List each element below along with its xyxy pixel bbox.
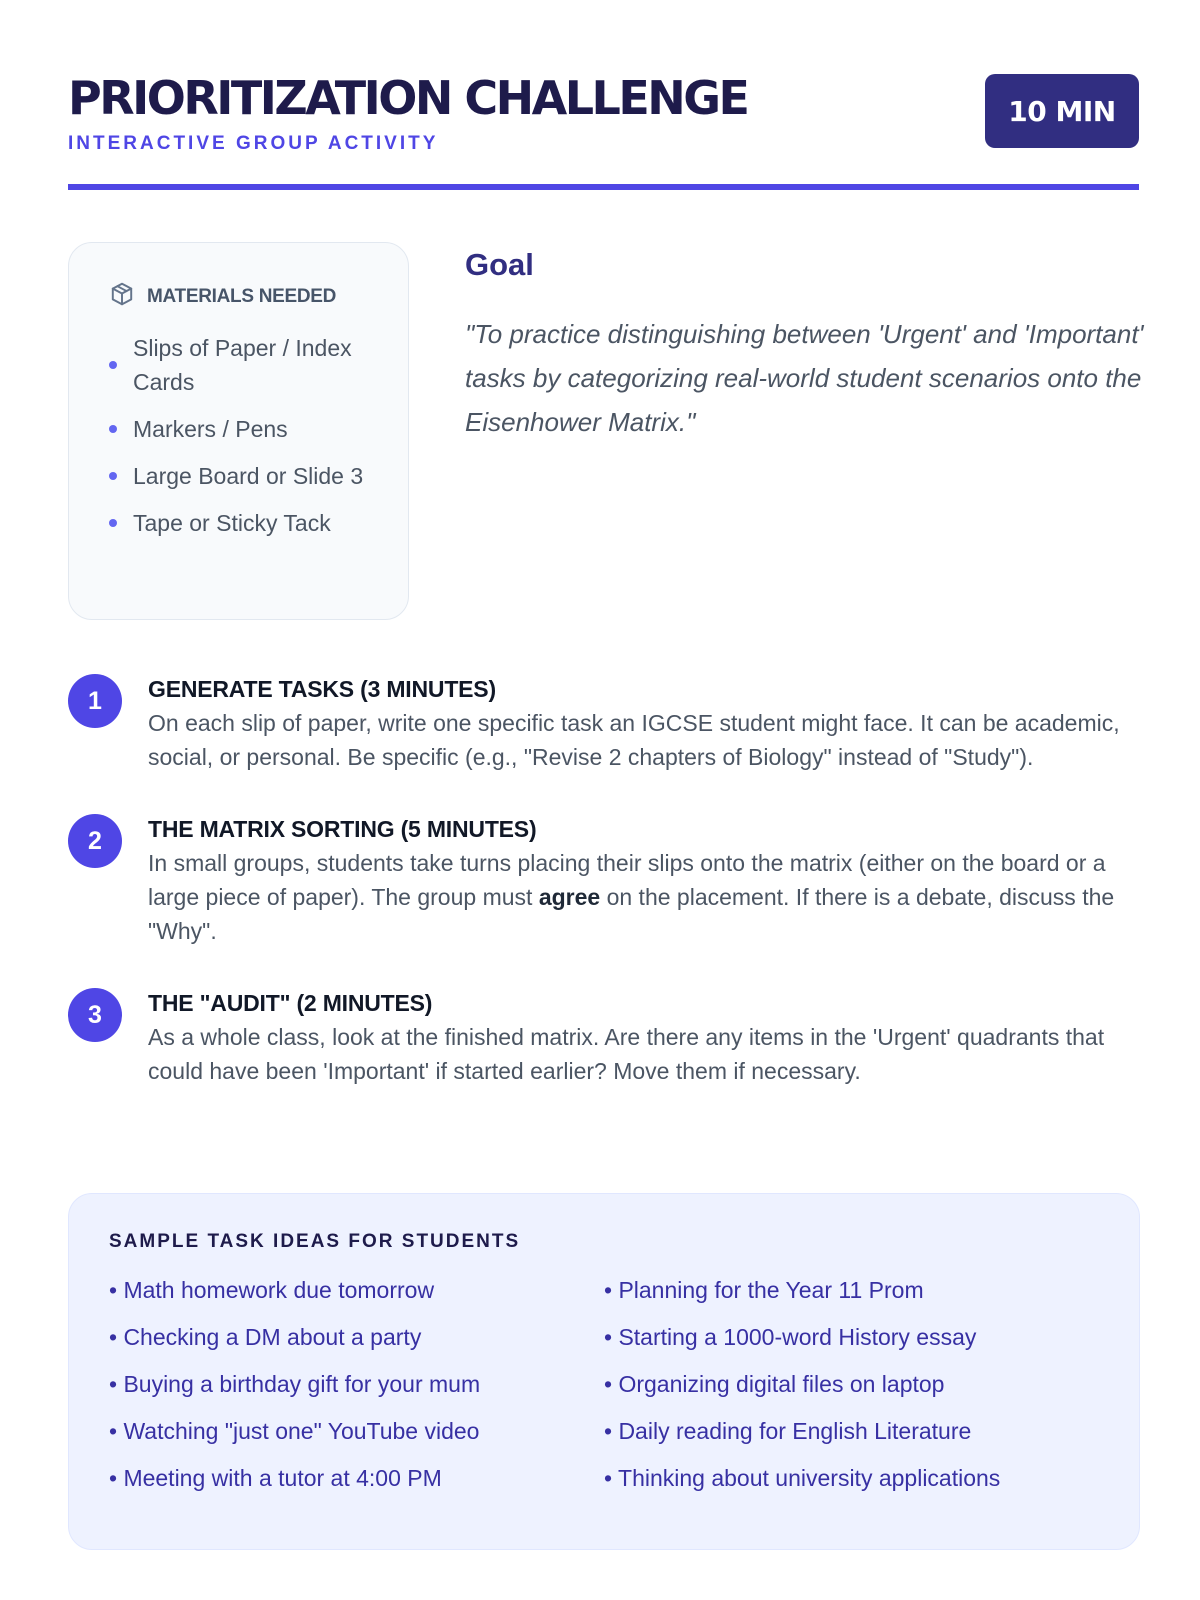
materials-list	[109, 331, 378, 540]
step-number-badge: 2	[68, 814, 122, 868]
bullet-dot-icon	[109, 361, 117, 369]
list-item: Slips of Paper / Index Cards	[109, 331, 378, 399]
list-item: • Starting a 1000-word History essay	[604, 1324, 977, 1350]
step-number-badge: 3	[68, 988, 122, 1042]
step-title: GENERATE TASKS (3 MINUTES)	[148, 676, 496, 702]
bullet-dot-icon	[109, 425, 117, 433]
list-item: • Checking a DM about a party	[109, 1324, 422, 1350]
list-item: • Daily reading for English Literature	[604, 1418, 972, 1444]
box-icon	[109, 281, 135, 313]
goal-section	[465, 248, 1145, 444]
list-item: • Buying a birthday gift for your mum	[109, 1371, 481, 1397]
step-2	[68, 812, 1140, 948]
list-item: Markers / Pens	[109, 412, 378, 446]
page-subtitle: INTERACTIVE GROUP ACTIVITY	[68, 133, 439, 154]
list-item: • Thinking about university applications	[604, 1465, 1001, 1491]
list-item: • Organizing digital files on laptop	[604, 1371, 945, 1397]
bullet-dot-icon	[109, 519, 117, 527]
duration-badge: 10 MIN	[985, 74, 1139, 148]
step-body: On each slip of paper, write one specific task an IGCSE student might face. It can be academic, social, or personal. Be specific (e.g., "Revise 2 chapters of Biology" instead of "Study").	[148, 710, 1120, 770]
list-item: Tape or Sticky Tack	[109, 506, 378, 540]
sample-tasks-grid	[109, 1274, 1099, 1509]
list-item: • Meeting with a tutor at 4:00 PM	[109, 1465, 442, 1491]
sample-tasks-card	[68, 1193, 1140, 1550]
step-3	[68, 986, 1140, 1088]
step-body: As a whole class, look at the finished matrix. Are there any items in the 'Urgent' quadrants that could have been 'Important' if started earlier? Move them if necessary.	[148, 1024, 1105, 1084]
step-number-badge: 1	[68, 674, 122, 728]
list-item: • Math homework due tomorrow	[109, 1277, 435, 1303]
sample-tasks-heading: SAMPLE TASK IDEAS FOR STUDENTS	[109, 1231, 521, 1252]
step-body: In small groups, students take turns placing their slips onto the matrix (either on the board or a large piece of paper). The group must agree on the placement. If there is a debate, discuss the "Why".	[148, 850, 1115, 944]
materials-heading-label: MATERIALS NEEDED	[147, 286, 337, 307]
steps-list	[68, 672, 1140, 1126]
step-1	[68, 672, 1140, 774]
list-item: • Watching "just one" YouTube video	[109, 1418, 480, 1444]
sample-tasks-right-column	[604, 1274, 1099, 1509]
goal-heading: Goal	[465, 247, 534, 282]
sample-tasks-left-column	[109, 1274, 604, 1509]
materials-heading	[109, 281, 378, 313]
page-title: PRIORITIZATION CHALLENGE	[68, 71, 748, 125]
step-title: THE "AUDIT" (2 MINUTES)	[148, 990, 433, 1016]
bullet-dot-icon	[109, 472, 117, 480]
list-item: • Planning for the Year 11 Prom	[604, 1277, 924, 1303]
list-item: Large Board or Slide 3	[109, 459, 378, 493]
page-header	[68, 66, 1139, 190]
emphasis-text: agree	[538, 884, 601, 910]
step-title: THE MATRIX SORTING (5 MINUTES)	[148, 816, 537, 842]
goal-text: "To practice distinguishing between 'Urgent' and 'Important' tasks by categorizing real-world student scenarios onto the Eisenhower Matrix."	[465, 319, 1144, 437]
materials-card	[68, 242, 409, 620]
